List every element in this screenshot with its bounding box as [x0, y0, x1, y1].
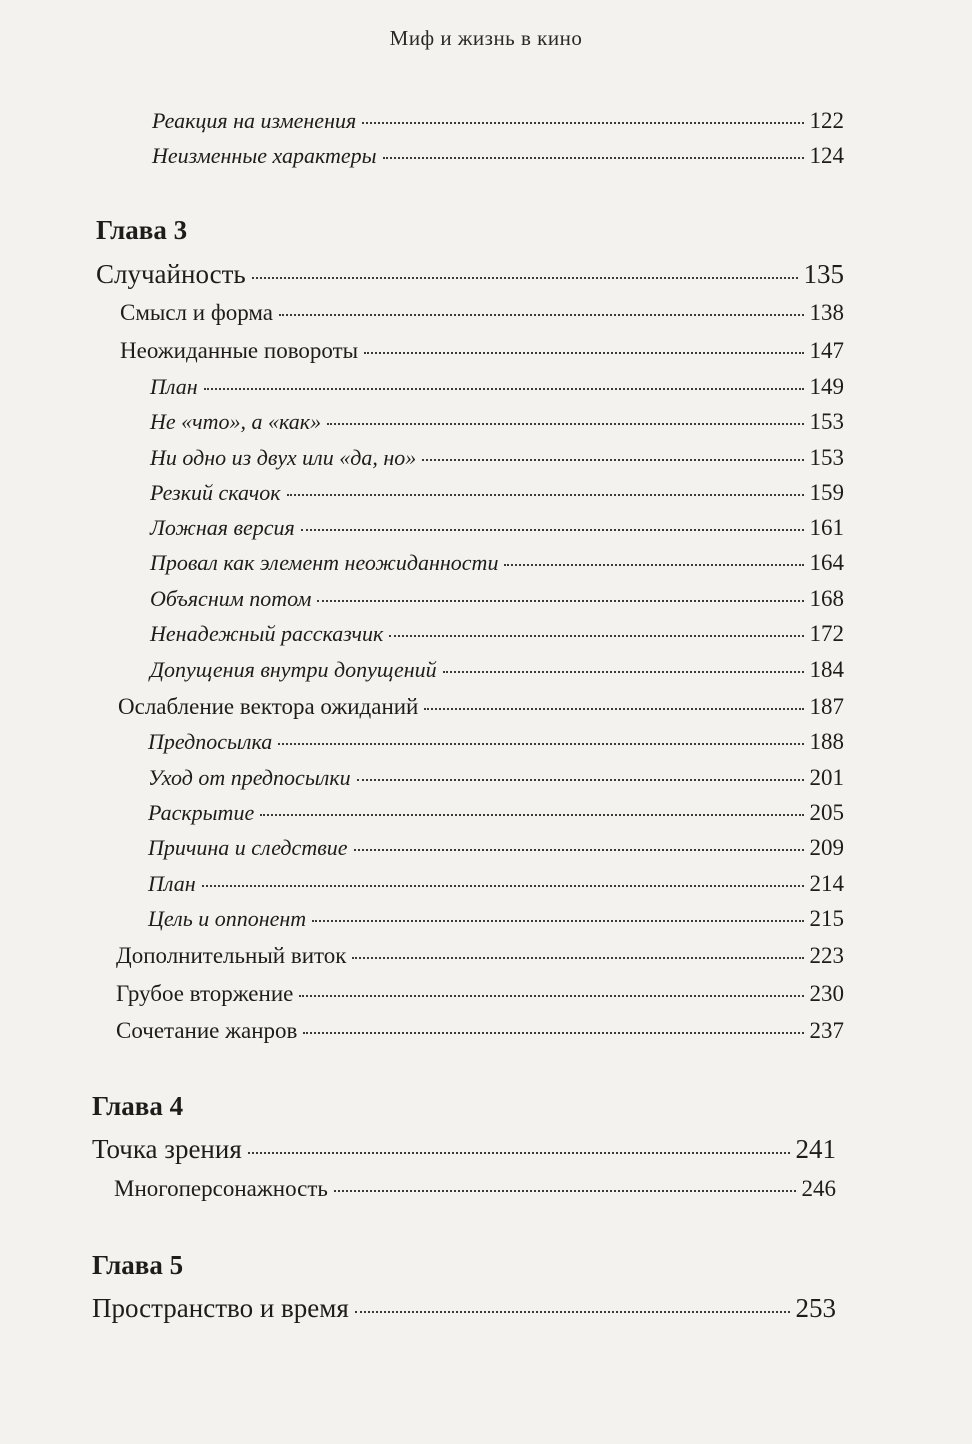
toc-entry: [116, 981, 844, 1007]
toc-entry: [114, 1176, 836, 1202]
toc-entry: [148, 906, 844, 932]
toc-entry: [148, 800, 844, 826]
leader-dots: [362, 122, 803, 124]
toc-entry-title: Случайность: [96, 259, 246, 289]
toc-entry: [96, 259, 844, 290]
toc-entry-page: 153: [809, 409, 844, 434]
toc-entry: [150, 586, 844, 612]
leader-dots: [278, 743, 803, 745]
toc-entry: [116, 943, 844, 969]
chapter-heading: Глава 5: [92, 1250, 184, 1280]
toc-entry-page: 215: [809, 906, 844, 931]
toc-entry: [150, 515, 844, 541]
toc-entry-page: 223: [809, 943, 844, 968]
leader-dots: [301, 529, 804, 531]
leader-dots: [424, 708, 803, 710]
toc-entry-title: Неожиданные повороты: [120, 338, 359, 363]
leader-dots: [364, 352, 803, 354]
toc-entry-page: 138: [809, 300, 844, 325]
toc-entry-page: 214: [809, 871, 844, 896]
toc-entry-title: Уход от предпосылки: [148, 765, 351, 790]
toc-entry: [152, 108, 844, 134]
leader-dots: [357, 779, 804, 781]
leader-dots: [389, 635, 803, 637]
toc-entry: [148, 729, 844, 755]
toc-entry-title: Ложная версия: [150, 515, 295, 540]
toc-entry-page: 172: [809, 621, 844, 646]
toc-entry: [150, 480, 844, 506]
toc-entry: [120, 300, 844, 326]
toc-entry: [120, 338, 844, 364]
toc-entry-title: Смысл и форма: [120, 300, 274, 325]
toc-entry-page: 147: [809, 338, 844, 363]
toc-entry-page: 153: [809, 445, 844, 470]
leader-dots: [422, 459, 803, 461]
toc-entry-page: 209: [809, 835, 844, 860]
toc-entry-page: 168: [809, 586, 844, 611]
leader-dots: [327, 423, 803, 425]
toc-entry-title: Реакция на изменения: [152, 108, 357, 133]
toc-entry: [92, 1134, 836, 1165]
toc-entry-title: Ослабление вектора ожиданий: [118, 694, 419, 719]
leader-dots: [260, 814, 803, 816]
leader-dots: [354, 849, 804, 851]
toc-entry-page: 187: [809, 694, 844, 719]
toc-entry: [150, 657, 844, 683]
toc-entry-page: 164: [809, 550, 844, 575]
toc-entry-page: 241: [795, 1134, 836, 1164]
leader-dots: [317, 600, 803, 602]
toc-entry: [150, 374, 844, 400]
leader-dots: [352, 957, 803, 959]
leader-dots: [299, 995, 803, 997]
toc-entry-page: 188: [809, 729, 844, 754]
leader-dots: [287, 494, 804, 496]
toc-entry-title: План: [150, 374, 198, 399]
toc-entry-title: Многоперсонажность: [114, 1176, 328, 1201]
toc-entry-page: 124: [809, 143, 844, 168]
toc-entry-page: 135: [803, 259, 844, 289]
toc-entry-title: Ненадежный рассказчик: [150, 621, 384, 646]
toc-entry-page: 149: [809, 374, 844, 399]
toc-entry-page: 237: [809, 1018, 844, 1043]
toc-entry-page: 246: [801, 1176, 836, 1201]
chapter-heading: Глава 4: [92, 1091, 184, 1121]
toc-entry-page: 230: [809, 981, 844, 1006]
leader-dots: [303, 1032, 803, 1034]
toc-entry-page: 201: [809, 765, 844, 790]
toc-entry: [148, 765, 844, 791]
leader-dots: [312, 920, 803, 922]
toc-entry-title: Предпосылка: [148, 729, 273, 754]
toc-entry-title: Причина и следствие: [148, 835, 348, 860]
chapter-heading: Глава 3: [96, 215, 188, 245]
toc-entry: [150, 445, 844, 471]
toc-entry: [116, 1018, 844, 1044]
toc-entry-page: 159: [809, 480, 844, 505]
leader-dots: [383, 157, 804, 159]
leader-dots: [355, 1311, 790, 1313]
toc-entry-page: 184: [809, 657, 844, 682]
toc-entry-page: 205: [809, 800, 844, 825]
toc-entry-title: Ни одно из двух или «да, но»: [150, 445, 417, 470]
leader-dots: [252, 277, 798, 279]
leader-dots: [334, 1190, 796, 1192]
toc-entry: [150, 550, 844, 576]
toc-entry-title: Объясним потом: [150, 586, 312, 611]
toc-entry-title: Неизменные характеры: [152, 143, 377, 168]
toc-entry-title: Сочетание жанров: [116, 1018, 298, 1043]
toc-entry-title: Допущения внутри допущений: [150, 657, 437, 682]
toc-entry-title: План: [148, 871, 196, 896]
toc-entry: [152, 143, 844, 169]
toc-entry-page: 122: [809, 108, 844, 133]
toc-entry-page: 161: [809, 515, 844, 540]
toc-entry-title: Дополнительный виток: [116, 943, 347, 968]
toc-entry-title: Грубое вторжение: [116, 981, 294, 1006]
toc-entry: [150, 621, 844, 647]
toc-entry: [92, 1293, 836, 1324]
leader-dots: [279, 314, 803, 316]
toc-entry: [148, 871, 844, 897]
leader-dots: [248, 1152, 790, 1154]
leader-dots: [504, 564, 803, 566]
toc-entry-title: Провал как элемент неожиданности: [150, 550, 499, 575]
toc-entry-title: Не «что», а «как»: [150, 409, 322, 434]
toc-entry: [150, 409, 844, 435]
toc-entry-title: Раскрытие: [148, 800, 255, 825]
running-header: Миф и жизнь в кино: [389, 26, 583, 50]
leader-dots: [204, 388, 804, 390]
leader-dots: [443, 671, 804, 673]
toc-entry-title: Точка зрения: [92, 1134, 242, 1164]
toc-entry-title: Пространство и время: [92, 1293, 349, 1323]
toc-entry-page: 253: [795, 1293, 836, 1323]
toc-entry-title: Резкий скачок: [150, 480, 281, 505]
toc-entry: [118, 694, 844, 720]
toc-entry-title: Цель и оппонент: [148, 906, 307, 931]
toc-entry: [148, 835, 844, 861]
leader-dots: [202, 885, 804, 887]
